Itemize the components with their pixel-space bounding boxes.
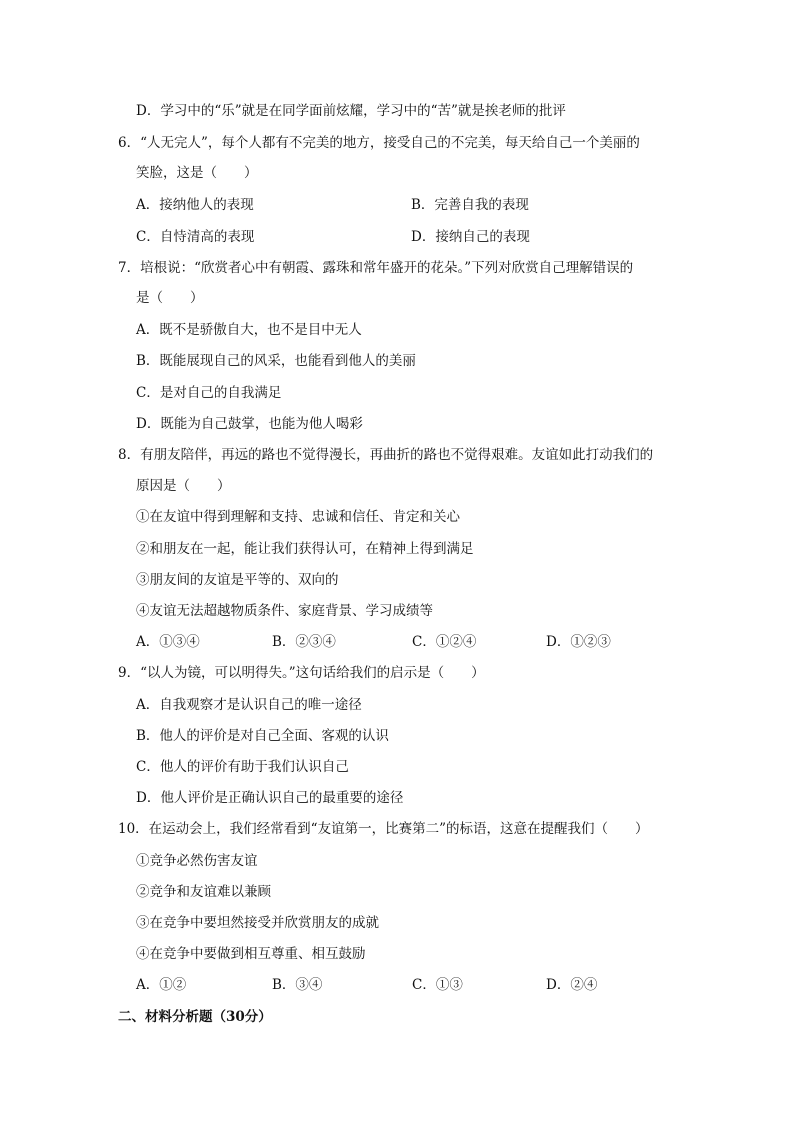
question-9-stem: 9．“以人为镜，可以明得失。”这句话给我们的启示是（ ） (118, 665, 485, 681)
question-10-statement-3: ③在竞争中要坦然接受并欣赏朋友的成就 (136, 915, 379, 931)
question-10-option-a[interactable]: A．①② (136, 977, 187, 993)
question-8-statement-3: ③朋友间的友谊是平等的、双向的 (136, 572, 339, 588)
question-10-statement-1: ①竞争必然伤害友谊 (136, 853, 258, 869)
question-8-statement-2: ②和朋友在一起，能让我们获得认可，在精神上得到满足 (136, 541, 474, 557)
question-7-option-a[interactable]: A．既不是骄傲自大，也不是目中无人 (136, 322, 362, 338)
question-6-option-c[interactable]: C．自恃清高的表现 (136, 229, 255, 245)
question-8-option-a[interactable]: A．①③④ (136, 634, 200, 650)
question-8-option-d[interactable]: D．①②③ (546, 634, 611, 650)
question-9-option-b[interactable]: B．他人的评价是对自己全面、客观的认识 (136, 728, 389, 744)
question-6-stem-line1: 6．“人无完人”，每个人都有不完美的地方，接受自己的不完美，每天给自己一个美丽的 (118, 135, 640, 151)
section-title: 二、材料分析题（30分） (118, 1009, 272, 1025)
question-7-stem-line1: 7．培根说：“欣赏者心中有朝霞、露珠和常年盛开的花朵。”下列对欣赏自己理解错误的 (118, 260, 634, 276)
question-7-option-d[interactable]: D．既能为自己鼓掌，也能为他人喝彩 (136, 416, 363, 432)
question-7-option-c[interactable]: C．是对自己的自我满足 (136, 385, 282, 401)
question-6-option-d[interactable]: D．接纳自己的表现 (411, 229, 530, 245)
question-8-option-b[interactable]: B．②③④ (272, 634, 336, 650)
question-10-option-c[interactable]: C．①③ (412, 977, 463, 993)
question-10-option-d[interactable]: D．②④ (546, 977, 598, 993)
question-6-option-a[interactable]: A．接纳他人的表现 (136, 197, 254, 213)
question-7-stem-line2: 是（ ） (136, 290, 204, 306)
question-6-stem-line2: 笑脸，这是（ ） (136, 165, 258, 181)
question-8-statement-4: ④友谊无法超越物质条件、家庭背景、学习成绩等 (136, 603, 433, 619)
question-10-stem: 10．在运动会上，我们经常看到“友谊第一，比赛第二”的标语，这意在提醒我们（ ） (118, 821, 649, 837)
question-10-statement-2: ②竞争和友谊难以兼顾 (136, 884, 271, 900)
question-9-option-a[interactable]: A．自我观察才是认识自己的唯一途径 (136, 697, 362, 713)
question-8-stem-line1: 8．有朋友陪伴，再远的路也不觉得漫长，再曲折的路也不觉得艰难。友谊如此打动我们的 (118, 447, 654, 463)
question-9-option-d[interactable]: D．他人评价是正确认识自己的最重要的途径 (136, 790, 404, 806)
question-10-option-b[interactable]: B．③④ (272, 977, 323, 993)
question-10-statement-4: ④在竞争中要做到相互尊重、相互鼓励 (136, 946, 366, 962)
question-8-option-c[interactable]: C．①②④ (412, 634, 477, 650)
question-8-statement-1: ①在友谊中得到理解和支持、忠诚和信任、肯定和关心 (136, 509, 460, 525)
question-9-option-c[interactable]: C．他人的评价有助于我们认识自己 (136, 759, 349, 775)
prev-question-option-d: D．学习中的“乐”就是在同学面前炫耀，学习中的“苦”就是挨老师的批评 (136, 103, 566, 119)
question-7-option-b[interactable]: B．既能展现自己的风采，也能看到他人的美丽 (136, 353, 416, 369)
question-6-option-b[interactable]: B．完善自我的表现 (411, 197, 529, 213)
question-8-stem-line2: 原因是（ ） (136, 478, 231, 494)
